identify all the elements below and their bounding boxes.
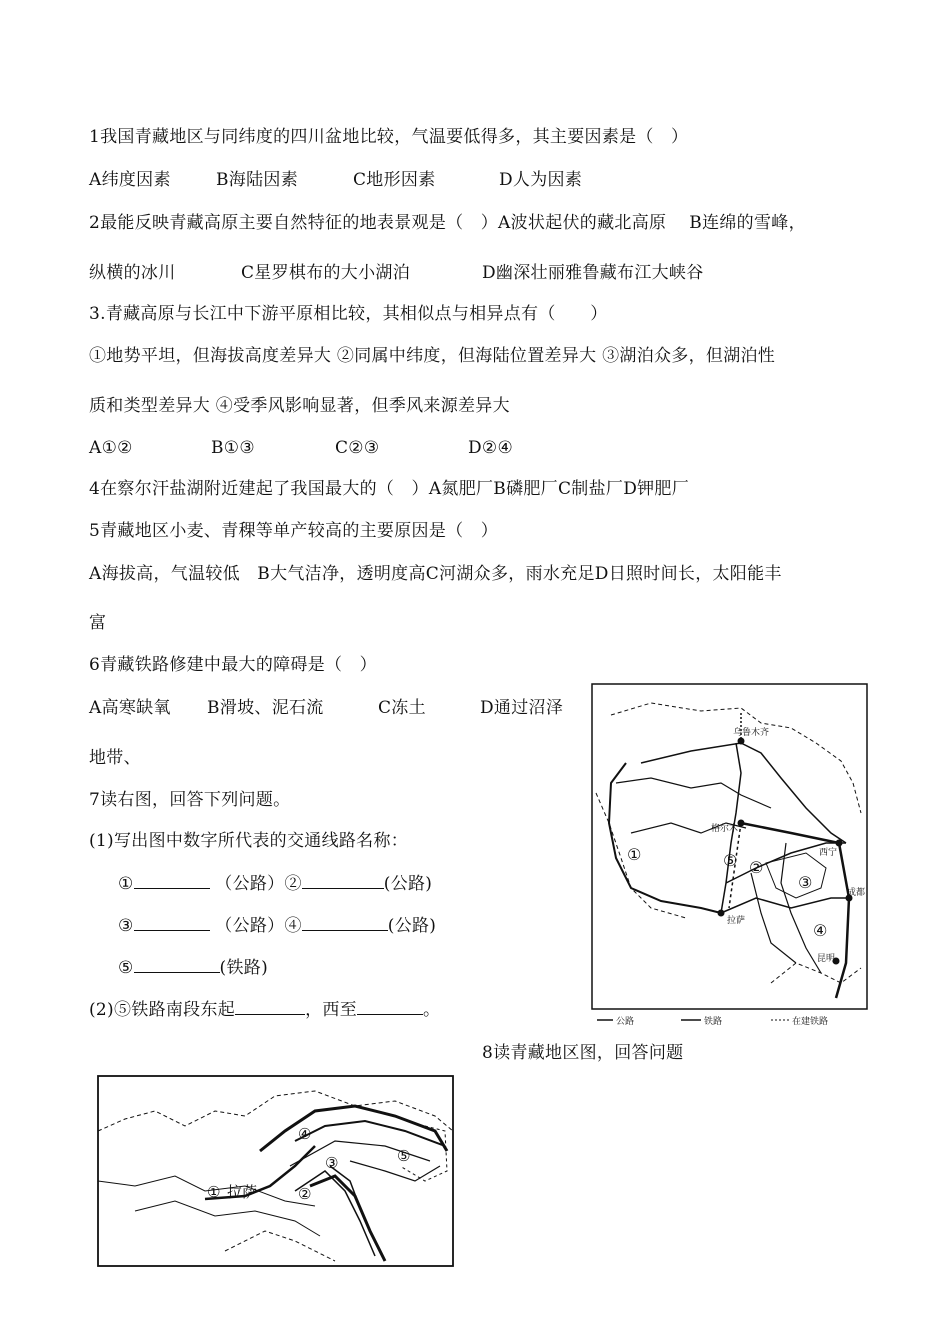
q7-stem: 7读右图，回答下列问题。	[89, 790, 291, 810]
q3-stem: 3.青藏高原与长江中下游平原相比较，其相似点与相异点有（ ）	[89, 304, 608, 324]
q6-stem: 6青藏铁路修建中最大的障碍是（ ）	[89, 655, 377, 675]
legend-railway-under-construction: 在建铁路	[792, 1017, 829, 1027]
answer-blank-4[interactable]	[302, 916, 388, 931]
map2-marker-1: ①	[207, 1183, 221, 1201]
map2-marker-3: ③	[325, 1154, 339, 1172]
answer-blank-7[interactable]	[357, 1000, 423, 1015]
map1-marker-5: ⑤	[723, 851, 738, 870]
q7-sub2: (2)⑤铁路南段东起 ，西至 。	[89, 1000, 441, 1020]
map2-marker-5: ⑤	[397, 1147, 411, 1165]
map2-label-lhasa: 拉萨	[227, 1183, 258, 1201]
qinghai-tibet-map	[95, 1071, 460, 1271]
q7-sub1: (1)写出图中数字所代表的交通线路名称：	[89, 831, 409, 851]
city-kunming: 昆明	[817, 954, 836, 964]
q7-row3: ⑤ (铁路)	[118, 958, 269, 978]
q1-option-a: A纬度因素	[89, 170, 171, 190]
q1-stem: 1我国青藏地区与同纬度的四川盆地比较，气温要低得多，其主要因素是（ ）	[89, 127, 689, 147]
q1-option-b: B海陆因素	[216, 170, 298, 190]
map1-legend	[597, 1015, 828, 1027]
q3-option-b: B①③	[211, 438, 255, 458]
answer-blank-6[interactable]	[235, 1000, 305, 1015]
answer-blank-1[interactable]	[134, 874, 210, 889]
q5-stem: 5青藏地区小麦、青稞等单产较高的主要原因是（ ）	[89, 521, 499, 541]
q6-option-a: A高寒缺氧	[89, 698, 171, 718]
q6-option-c: C冻土	[378, 698, 426, 718]
city-urumqi: 乌鲁木齐	[733, 728, 770, 738]
answer-blank-5[interactable]	[134, 958, 220, 973]
q7-row2: ③ （公路）④ (公路)	[118, 916, 437, 936]
q3-line2: 质和类型差异大 ④受季风影响显著，但季风来源差异大	[89, 396, 510, 416]
q6-option-d: D通过沼泽	[480, 698, 564, 718]
map2-marker-4: ④	[298, 1125, 312, 1143]
q3-line1: ①地势平坦，但海拔高度差异大 ②同属中纬度，但海陆位置差异大 ③湖泊众多，但湖泊性	[89, 346, 776, 366]
city-chengdu: 成都	[847, 888, 866, 898]
map1-marker-1: ①	[627, 845, 642, 864]
map2-marker-2: ②	[298, 1185, 312, 1203]
q7-row1: ① （公路）② (公路)	[118, 874, 433, 894]
q1-option-d: D人为因素	[499, 170, 583, 190]
q3-option-c: C②③	[335, 438, 380, 458]
q8-stem: 8读青藏地区图，回答问题	[482, 1043, 684, 1063]
map1-marker-3: ③	[798, 873, 813, 892]
q2-option-d: D幽深壮丽雅鲁藏布江大峡谷	[482, 263, 704, 283]
q1-option-c: C地形因素	[353, 170, 436, 190]
city-lhasa: 拉萨	[727, 916, 746, 926]
map1-marker-4: ④	[813, 921, 828, 940]
answer-blank-3[interactable]	[134, 916, 210, 931]
q5-line1: A海拔高，气温较低 B大气洁净，透明度高C河湖众多，雨水充足D日照时间长，太阳能丰	[89, 564, 782, 584]
q4-text: 4在察尔汗盐湖附近建起了我国最大的（ ）A氮肥厂B磷肥厂C制盐厂D钾肥厂	[89, 479, 690, 499]
city-golmud: 格尔木	[711, 824, 739, 834]
q5-line2: 富	[89, 613, 107, 633]
city-xining: 西宁	[819, 848, 838, 858]
q6-option-b: B滑坡、泥石流	[207, 698, 324, 718]
legend-road: 公路	[616, 1017, 635, 1027]
q6-cont: 地带、	[89, 748, 141, 768]
q2-option-c: C星罗棋布的大小湖泊	[241, 263, 411, 283]
legend-railway: 铁路	[704, 1017, 723, 1027]
answer-blank-2[interactable]	[302, 874, 384, 889]
q2-option-a-cont: 纵横的冰川	[89, 263, 176, 283]
q3-option-d: D②④	[468, 438, 514, 458]
map1-marker-2: ②	[749, 858, 764, 877]
q3-option-a: A①②	[89, 438, 133, 458]
q2-line1: 2最能反映青藏高原主要自然特征的地表景观是（ ）A波状起伏的藏北高原 B连绵的雪峰，	[89, 213, 806, 233]
transport-map	[591, 683, 869, 1028]
